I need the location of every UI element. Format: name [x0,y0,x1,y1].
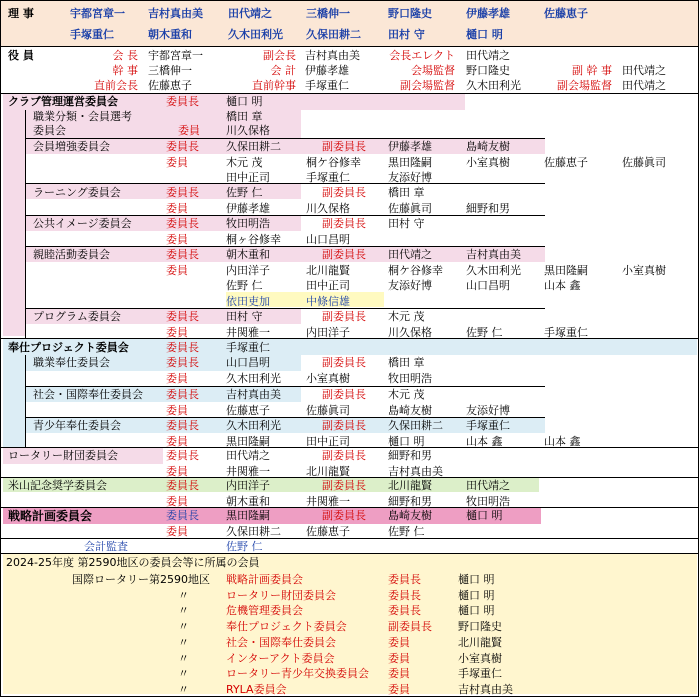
member-name: 伊藤孝雄 [226,201,270,215]
role-label: 副委員長 [322,449,366,462]
member-name: 久保田耕二 [388,419,443,432]
member-name: 川久保格 [226,124,270,137]
officer-cell: 三橋伸一 [148,64,192,77]
divider [0,46,699,47]
district-committee: ロータリー青少年交換委員会 [226,667,369,681]
district-member: 樋口 明 [458,588,495,602]
service-title: 奉仕プロジェクト委員会 [8,341,129,354]
member-name: 木元 茂 [226,155,263,169]
director-name: 宇都宮章一 [70,7,125,20]
director-name: 三橋伸一 [306,7,350,20]
officer-cell: 田代靖之 [622,79,666,92]
district-committee: インターアクト委員会 [226,651,335,665]
role-label: 委員長 [166,479,199,492]
member-name: 依田吏加 [226,294,270,308]
member-name: 樋口 明 [226,95,263,108]
member-name: 桐ケ谷修幸 [388,263,443,277]
role-label: 委員長 [166,248,199,261]
role-label: 委員長 [166,356,199,369]
audit-name: 佐野 仁 [226,540,263,553]
officer-cell: 手塚重仁 [305,79,349,92]
member-name: 佐藤眞司 [306,403,350,417]
member-name: 田代靖之 [388,248,432,261]
role-label: 委員 [166,524,188,538]
divider [25,138,545,139]
member-name: 吉村真由美 [226,388,281,401]
member-name: 牧田明浩 [388,371,432,385]
role-label: 副委員長 [322,356,366,369]
sub-name: ラーニング委員会 [33,186,121,199]
director-name: 樋口 明 [466,28,503,41]
role-label: 副委員長 [322,388,366,401]
role-label: 委員長 [166,95,199,108]
member-name: 橋田 章 [388,356,425,369]
member-name: 久木田利光 [466,263,521,277]
member-name: 北川龍賢 [306,464,350,478]
director-name: 田代靖之 [228,7,272,20]
member-name: 田代靖之 [226,449,270,462]
club-title: クラブ管理運営委員会 [8,95,118,108]
officer-cell: 野口隆史 [466,64,510,77]
officer-cell: 直前幹事 [252,79,296,92]
member-name: 川久保格 [388,325,432,339]
district-committee: 危機管理委員会 [226,604,303,618]
member-name: 佐藤恵子 [226,403,270,417]
member-name: 細野和男 [388,494,432,508]
role-label: 委員 [166,232,188,246]
member-name: 田村 守 [388,217,425,230]
divider [25,110,26,338]
role-label: 委員長 [166,217,199,230]
director-name: 佐藤恵子 [544,7,588,20]
sub-name: 社会・国際奉仕委員会 [33,388,143,401]
member-name: 木元 茂 [388,388,425,401]
district-role: 委員 [388,667,410,681]
district-role: 委員 [388,682,410,696]
member-name: 黒田隆嗣 [226,434,270,448]
officer-cell: 会 長 [112,49,138,62]
club-side-band [3,110,25,336]
member-name: 山口昌明 [226,356,270,369]
member-name: 友添好博 [466,403,510,417]
district-member: 手塚重仁 [458,667,502,681]
role-label: 委員長 [166,419,199,432]
member-name: 伊藤孝雄 [388,140,432,153]
service-side-band [3,355,25,448]
member-name: 田中正司 [226,171,270,184]
member-name: 吉村真由美 [388,464,443,478]
member-name: 田代靖之 [466,479,510,492]
member-name: 朝木重和 [226,248,270,261]
officer-cell: 会長エレクト [389,49,455,62]
sub-name: プログラム委員会 [33,310,121,323]
officer-cell: 副会長 [263,49,296,62]
director-name: 吉村真由美 [148,7,203,20]
district-committee: 奉仕プロジェクト委員会 [226,620,347,634]
role-label: 委員 [166,371,188,385]
director-name: 野口隆史 [388,7,432,20]
member-name: 田村 守 [226,310,263,323]
district-committee: ロータリー財団委員会 [226,588,336,602]
member-name: 佐藤眞司 [388,201,432,215]
member-name: 久保田耕二 [226,524,281,538]
role-label: 副委員長 [322,419,366,432]
sub-name: 委員会 [33,124,66,137]
member-name: 内田洋子 [226,479,270,492]
member-name: 黒田隆嗣 [388,155,432,169]
officer-cell: 伊藤孝雄 [305,64,349,77]
officer-cell: 宇都宮章一 [148,49,203,62]
member-name: 佐藤眞司 [622,155,666,169]
district-member: 樋口 明 [458,573,495,586]
member-name: 手塚重仁 [544,325,588,339]
member-name: 細野和男 [466,201,510,215]
director-name: 手塚重仁 [70,28,114,41]
role-label: 委員長 [166,310,199,323]
role-label: 委員 [178,124,200,137]
officers-label: 役 員 [8,49,34,62]
district-member: 北川龍賢 [458,635,502,649]
member-name: 佐野 仁 [388,524,425,538]
member-name: 小室真樹 [306,371,350,385]
role-label: 副委員長 [322,479,366,492]
role-label: 委員長 [166,509,199,522]
role-label: 委員 [166,434,188,448]
role-label: 委員長 [166,388,199,401]
role-label: 委員 [166,263,188,277]
member-name: 田中正司 [306,434,350,448]
director-name: 朝木重和 [148,28,192,41]
role-label: 委員長 [166,140,199,153]
yoneyama-title: 米山記念奨学委員会 [8,479,107,492]
director-name: 田村 守 [388,28,425,41]
member-name: 北川龍賢 [306,263,350,277]
role-label: 副委員長 [322,186,366,199]
member-name: 友添好博 [388,279,432,292]
role-label: 副委員長 [322,248,366,261]
member-name: 黒田隆嗣 [544,263,588,277]
frame-left [0,0,1,697]
officer-cell: 副 幹 事 [572,64,612,77]
member-name: 田中正司 [306,279,350,292]
sub-name: 職業奉仕委員会 [33,356,110,369]
member-name: 内田洋子 [306,325,350,339]
member-name: 内田洋子 [226,263,270,277]
divider [25,308,545,309]
role-label: 委員 [166,494,188,508]
officer-cell: 会場監督 [411,64,455,77]
divider [25,246,545,247]
member-name: 久木田利光 [226,371,281,385]
role-label: 副委員長 [322,140,366,153]
member-name: 佐藤恵子 [306,524,350,538]
sub-name: 青少年奉仕委員会 [33,419,121,432]
district-role: 委員 [388,635,410,649]
role-label: 委員 [166,155,188,169]
member-name: 佐藤恵子 [544,155,588,169]
member-name: 佐野 仁 [226,186,263,199]
member-name: 島崎友樹 [466,140,510,153]
member-name: 牧田明浩 [466,494,510,508]
district-role: 委員長 [388,588,421,602]
divider [25,386,545,387]
officer-cell: 幹 事 [112,64,138,77]
member-name: 細野和男 [388,449,432,462]
member-name: 橋田 章 [388,186,425,199]
member-name: 樋口 明 [388,434,425,448]
member-name: 川久保格 [306,201,350,215]
district-title: 2024-25年度 第2590地区の委員会等に所属の会員 [6,556,260,569]
district-role: 委員 [388,651,410,665]
member-name: 小室真樹 [466,155,510,169]
district-role: 副委員長 [388,620,432,634]
ditto-mark: 〃 [178,620,189,634]
member-name: 井関雅一 [306,494,350,508]
directors-label: 理 事 [8,7,34,20]
director-name: 伊藤孝雄 [466,7,510,20]
member-name: 木元 茂 [388,310,425,323]
role-label: 委員 [166,464,188,478]
member-name: 小室真樹 [622,263,666,277]
member-name: 山口昌明 [466,279,510,292]
officer-cell: 久木田利光 [466,79,521,92]
sub-name: 公共イメージ委員会 [33,217,132,230]
officer-cell: 副会場監督 [557,79,612,92]
district-committee: 戦略計画委員会 [226,573,303,586]
member-name: 手塚重仁 [226,341,270,354]
member-name: 井関雅一 [226,325,270,339]
officer-cell: 直前会長 [94,79,138,92]
district-role: 委員長 [388,573,421,586]
member-name: 山口昌明 [306,232,350,246]
member-name: 井関雅一 [226,464,270,478]
sub-name: 会員増強委員会 [33,140,110,153]
role-label: 委員長 [166,186,199,199]
role-label: 委員長 [166,341,199,354]
divider [0,93,699,94]
strategy-title: 戦略計画委員会 [8,509,93,523]
member-name: 山本 鑫 [466,434,503,448]
officer-cell: 吉村真由美 [305,49,360,62]
role-label: 副委員長 [322,509,366,522]
ditto-mark: 〃 [178,651,189,665]
role-label: 委員 [166,201,188,215]
officer-cell: 佐藤恵子 [148,79,192,92]
member-name: 島崎友樹 [388,403,432,417]
foundation-title: ロータリー財団委員会 [8,449,118,462]
district-role: 委員長 [388,604,421,618]
member-name: 手塚重仁 [306,171,350,184]
role-label: 委員 [166,403,188,417]
divider [25,183,545,184]
officer-cell: 会 計 [270,64,296,77]
divider [25,355,26,447]
district-committee: 社会・国際奉仕委員会 [226,635,336,649]
ditto-mark: 〃 [178,588,189,602]
district-member: 野口隆史 [458,620,502,634]
audit-label: 会計監査 [84,540,128,553]
member-name: 島崎友樹 [388,509,432,522]
member-name: 手塚重仁 [466,419,510,432]
district-committee: RYLA委員会 [226,682,287,696]
member-name: 北川龍賢 [388,479,432,492]
ditto-mark: 〃 [178,604,189,618]
director-name: 久木田利光 [228,28,283,41]
member-name: 朝木重和 [226,494,270,508]
member-name: 山本 鑫 [544,434,581,448]
role-label: 委員 [166,325,188,339]
district-member: 樋口 明 [458,604,495,618]
member-name: 桐ヶ谷修幸 [226,232,281,246]
officer-cell: 田代靖之 [466,49,510,62]
director-name: 久保田耕二 [306,28,361,41]
member-name: 友添好博 [388,171,432,184]
district-org: 国際ロータリー第2590地区 [72,573,210,586]
role-label: 副委員長 [322,217,366,230]
role-label: 副委員長 [322,310,366,323]
district-member: 小室真樹 [458,651,502,665]
member-name: 中條信雄 [306,294,350,308]
member-name: 吉村真由美 [466,248,521,261]
member-name: 牧田明浩 [226,217,270,230]
member-name: 黒田隆嗣 [226,509,270,522]
frame-top [0,0,699,1]
ditto-mark: 〃 [178,682,189,696]
member-name: 佐野 仁 [466,325,503,339]
officer-cell: 副会場監督 [400,79,455,92]
member-name: 久保田耕二 [226,140,281,153]
sub-name: 職業分類・会員選考 [33,110,132,123]
member-name: 久木田利光 [226,419,281,432]
ditto-mark: 〃 [178,635,189,649]
ditto-mark: 〃 [178,667,189,681]
member-name: 山本 鑫 [544,279,581,292]
sub-name: 親睦活動委員会 [33,248,110,261]
member-name: 桐ケ谷修幸 [306,155,361,169]
role-label: 委員長 [166,449,199,462]
officer-cell: 田代靖之 [622,64,666,77]
member-name: 樋口 明 [466,509,503,522]
member-name: 佐野 仁 [226,279,263,292]
member-name: 橋田 章 [226,110,263,123]
district-member: 吉村真由美 [458,682,513,696]
